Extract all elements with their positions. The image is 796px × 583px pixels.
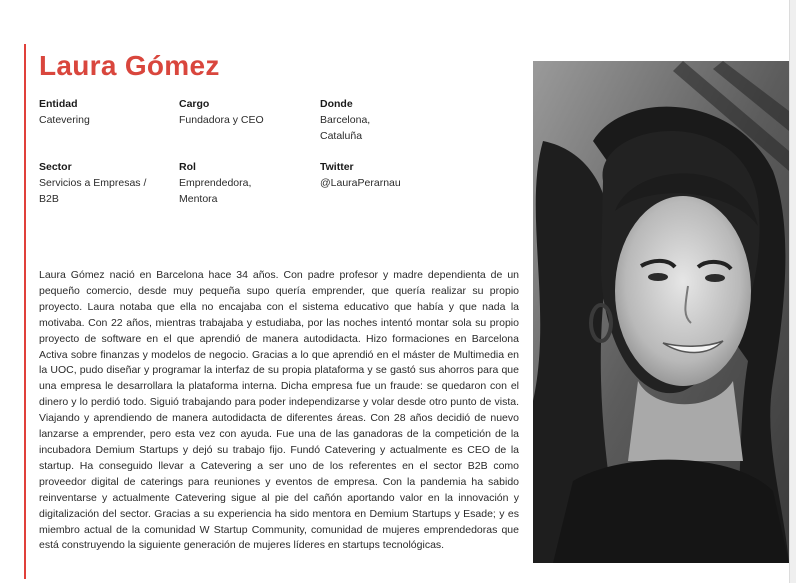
field-cargo — [179, 96, 309, 128]
field-label: Donde — [320, 98, 353, 110]
field-label: Twitter — [320, 161, 354, 173]
field-label: Rol — [179, 161, 196, 173]
field-sector — [39, 159, 159, 207]
accent-line — [24, 44, 26, 579]
field-value: Catevering — [39, 114, 90, 126]
field-label: Sector — [39, 161, 72, 173]
field-value: Fundadora y CEO — [179, 114, 264, 126]
field-value: Servicios a Empresas / B2B — [39, 177, 147, 205]
page-edge — [789, 0, 796, 583]
field-twitter — [320, 159, 450, 191]
profile-name: Laura Gómez — [39, 50, 220, 81]
field-entidad — [39, 96, 169, 128]
field-label: Entidad — [39, 98, 78, 110]
field-value: @LauraPerarnau — [320, 177, 401, 189]
field-value: Emprendedora, Mentora — [179, 177, 252, 205]
field-donde — [320, 96, 400, 144]
field-rol — [179, 159, 269, 207]
biography-text: Laura Gómez nació en Barcelona hace 34 años. Con padre profesor y madre dependienta de un pequeño comercio, desde muy pequeña supo quería emprender, que quería realizar su propio proyecto. Laura notaba que ella no encajaba con el sistema educativo que había y que nada la motivaba. Con 22 años, mientras trabajaba y estudiaba, por las noches intentó montar sola su propio proyecto de software en el que aprendió de manera autodidacta. Hizo formaciones en Barcelona Activa sobre finanzas y modelos de negocio. Gracias a lo que aprendió en el máster de Multimedia en la UOC, pudo diseñar y programar la interfaz de su propia plataforma y se gastó sus ahorros para que una empresa le desarrollara la plataforma interna. Dicha empresa fue un fraude: se quedaron con el dinero y lo perdió todo. Siguió trabajando para poder independizarse y volar desde otro punto de vista. Viajando y aprendiendo de manera autodidacta de diferentes áreas. Con 28 años decidió de nuevo lanzarse a emprender, pero esta vez con ayuda. Fue una de las ganadoras de la competición de la incubadora Demium Startups y dejó su trabajo fijo. Fundó Catevering y actualmente es CEO de la startup. Ha conseguido llevar a Catevering a ser uno de los referentes en el sector B2B como proveedor digital de caterings para reuniones y eventos de empresa. Con la pandemia ha sabido reinventarse y actualmente Catevering sigue al pie del cañón aportando valor en la innovación y digitalización del sector. Gracias a su experiencia ha sido mentora en Demium Startups y Esade; y es miembro actual de la comunidad W Startup Community, comunidad de mujeres emprendedoras que está construyendo la siguiente generación de mujeres líderes en startups tecnológicas. — [39, 269, 519, 552]
field-value: Barcelona, Cataluña — [320, 114, 371, 142]
profile-photo — [533, 61, 789, 563]
field-label: Cargo — [179, 98, 210, 110]
